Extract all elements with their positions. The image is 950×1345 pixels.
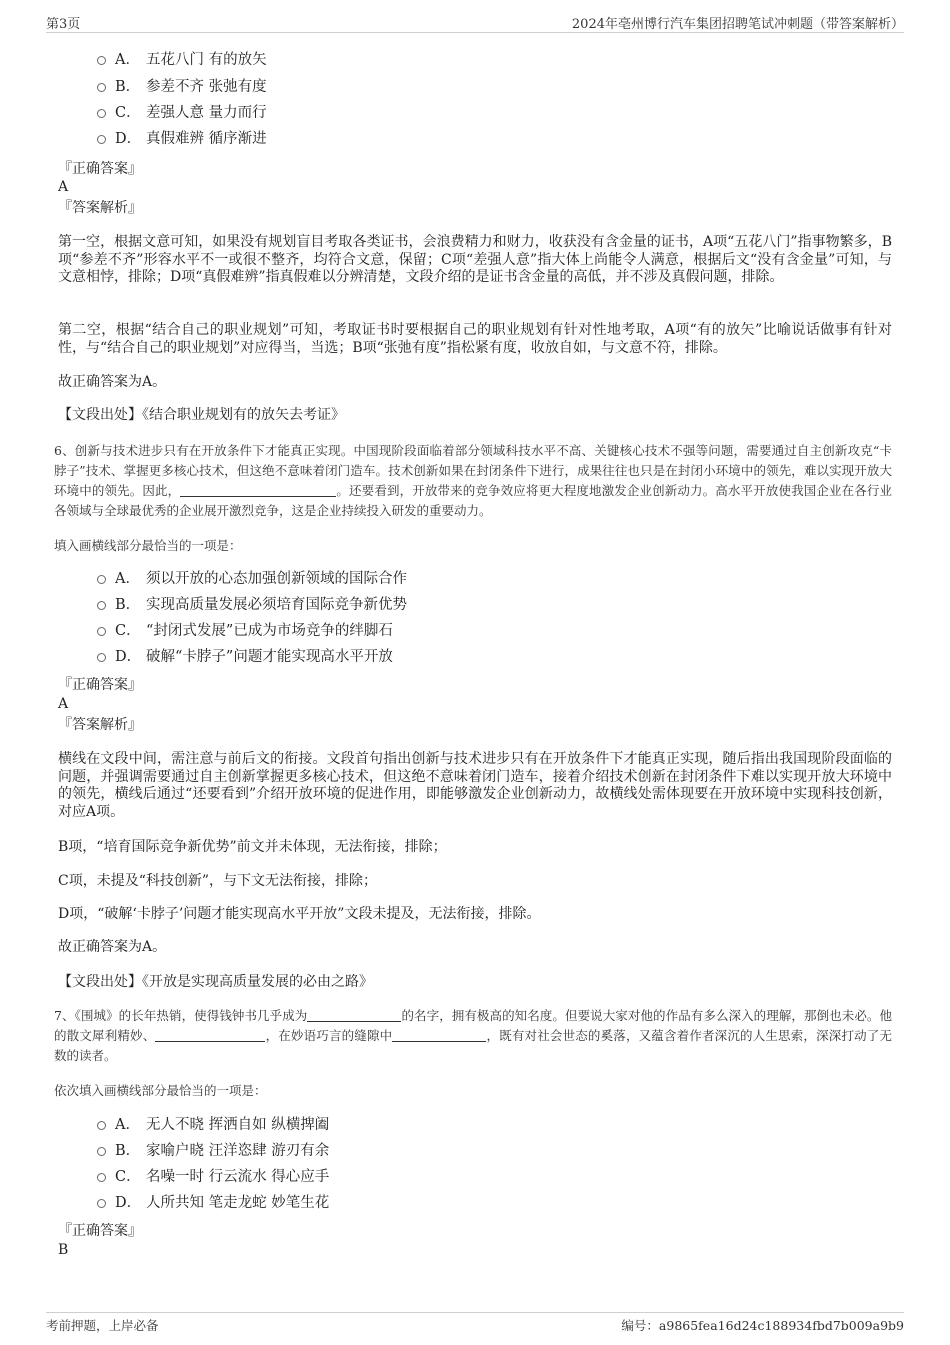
q6-option-a[interactable]: A． 须以开放的心态加强创新领域的国际合作	[97, 569, 407, 589]
q5-option-c[interactable]: C． 差强人意 量力而行	[97, 103, 267, 123]
conclusion: 故正确答案为A。	[58, 374, 167, 390]
question-stem: 依次填入画横线部分最恰当的一项是：	[54, 1083, 267, 1098]
q5-option-d[interactable]: D． 真假难辨 循序渐进	[97, 129, 267, 149]
conclusion: 故正确答案为A。	[58, 939, 167, 955]
answer-label: 『正确答案』	[58, 161, 142, 177]
q6-option-b[interactable]: B． 实现高质量发展必须培育国际竞争新优势	[97, 595, 407, 615]
source-citation: 【文段出处】《结合职业规划有的放矢去考证》	[58, 407, 345, 423]
q5-option-b[interactable]: B． 参差不齐 张弛有度	[97, 77, 267, 97]
q7-option-d[interactable]: D． 人所共知 笔走龙蛇 妙笔生花	[97, 1193, 329, 1213]
radio-icon[interactable]	[97, 83, 106, 92]
source-citation: 【文段出处】《开放是实现高质量发展的必由之路》	[58, 974, 373, 990]
analysis-paragraph: B项，“培育国际竞争新优势”前文并未体现，无法衔接，排除；	[58, 839, 447, 855]
analysis-label: 『答案解析』	[58, 200, 142, 216]
answer-value: A	[58, 696, 69, 712]
answer-label: 『正确答案』	[58, 1223, 142, 1239]
page-number: 第3页	[46, 17, 81, 32]
q7-option-c[interactable]: C． 名噪一时 行云流水 得心应手	[97, 1167, 329, 1187]
analysis-label: 『答案解析』	[58, 717, 142, 733]
radio-icon[interactable]	[97, 56, 106, 65]
document-title: 2024年亳州博行汽车集团招聘笔试冲刺题（带答案解析）	[571, 17, 904, 32]
q6-option-d[interactable]: D． 破解“卡脖子”问题才能实现高水平开放	[97, 647, 393, 667]
radio-icon[interactable]	[97, 109, 106, 118]
page-footer	[46, 1312, 904, 1334]
analysis-paragraph: C项，未提及“科技创新”，与下文无法衔接，排除；	[58, 873, 378, 889]
radio-icon[interactable]	[97, 1147, 106, 1156]
q5-option-a[interactable]: A． 五花八门 有的放矢	[97, 50, 267, 70]
page-header	[46, 13, 904, 33]
radio-icon[interactable]	[97, 1121, 106, 1130]
footer-slogan: 考前押题，上岸必备	[46, 1318, 159, 1333]
answer-value: B	[58, 1242, 69, 1258]
document-id: 编号：a9865fea16d24c188934fbd7b009a9b9	[621, 1318, 904, 1333]
question-text: 7、《围城》的长年热销，使得钱钟书几乎成为 的名字，拥有极高的知名度。但要说大家对他的作品有多么深入的理解，那倒也未必。他的散文犀利精妙、 ，在妙语巧言的缝隙中 ，既有对社会世态的奚落，又蕴含着作者深沉的人生思索，深深打动了无数的读者。	[54, 1008, 892, 1063]
q6-option-c[interactable]: C． “封闭式发展”已成为市场竞争的绊脚石	[97, 621, 393, 641]
question-text: 6、创新与技术进步只有在开放条件下才能真正实现。中国现阶段面临着部分领域科技水平不高、关键核心技术不强等问题，需要通过自主创新攻克“卡脖子”技术、掌握更多核心技术，但这绝不意味着闭门造车。技术创新如果在封闭条件下进行，成果往往也只是在封闭小环境中的领先，难以实现开放大环境中的领先。因此， 。还要看到，开放带来的竞争效应将更大程度地激发企业创新动力。高水平开放使我国企业在各行业各领域与全球最优秀的企业展开激烈竞争，这是企业持续投入研发的重要动力。	[54, 443, 892, 518]
question-stem: 填入画横线部分最恰当的一项是：	[54, 538, 242, 553]
analysis-paragraph: 第一空，根据文意可知，如果没有规划盲目考取各类证书，会浪费精力和财力，收获没有含金量的证书，A项“五花八门”指事物繁多，B项“参差不齐”形容水平不一或很不整齐，均符合文意，保留；C项“差强人意”指大体上尚能令人满意，根据后文“没有含金量”可知，与文意相悖，排除；D项“真假难辨”指真假难以分辨清楚，文段介绍的是证书含金量的高低，并不涉及真假问题，排除。	[58, 234, 892, 286]
answer-value: A	[58, 179, 69, 195]
analysis-paragraph: D项，“破解‘卡脖子’问题才能实现高水平开放”文段未提及，无法衔接，排除。	[58, 906, 541, 922]
analysis-paragraph: 横线在文段中间，需注意与前后文的衔接。文段首句指出创新与技术进步只有在开放条件下才能真正实现，随后指出我国现阶段面临的问题，并强调需要通过自主创新掌握更多核心技术，但这绝不意味着闭门造车，接着介绍技术创新在封闭条件下难以实现开放大环境中的领先，横线后通过“还要看到”介绍开放环境的促进作用，即能够激发企业创新动力，故横线处需体现要在开放环境中实现科技创新，对应A项。	[58, 751, 892, 820]
radio-icon[interactable]	[97, 601, 106, 610]
fill-blank	[155, 1029, 265, 1042]
radio-icon[interactable]	[97, 135, 106, 144]
q7-option-a[interactable]: A． 无人不晓 挥洒自如 纵横捭阖	[97, 1115, 329, 1135]
radio-icon[interactable]	[97, 627, 106, 636]
radio-icon[interactable]	[97, 575, 106, 584]
fill-blank	[392, 1029, 486, 1042]
radio-icon[interactable]	[97, 1173, 106, 1182]
q7-option-b[interactable]: B． 家喻户晓 汪洋恣肆 游刃有余	[97, 1141, 329, 1161]
answer-label: 『正确答案』	[58, 677, 142, 693]
radio-icon[interactable]	[97, 653, 106, 662]
fill-blank	[180, 484, 336, 497]
radio-icon[interactable]	[97, 1199, 106, 1208]
fill-blank	[307, 1009, 401, 1022]
analysis-paragraph: 第二空，根据“结合自己的职业规划”可知，考取证书时要根据自己的职业规划有针对性地考取，A项“有的放矢”比喻说话做事有针对性，与“结合自己的职业规划”对应得当，当选；B项“张弛有度”指松紧有度，收放自如，与文意不符，排除。	[58, 322, 892, 356]
